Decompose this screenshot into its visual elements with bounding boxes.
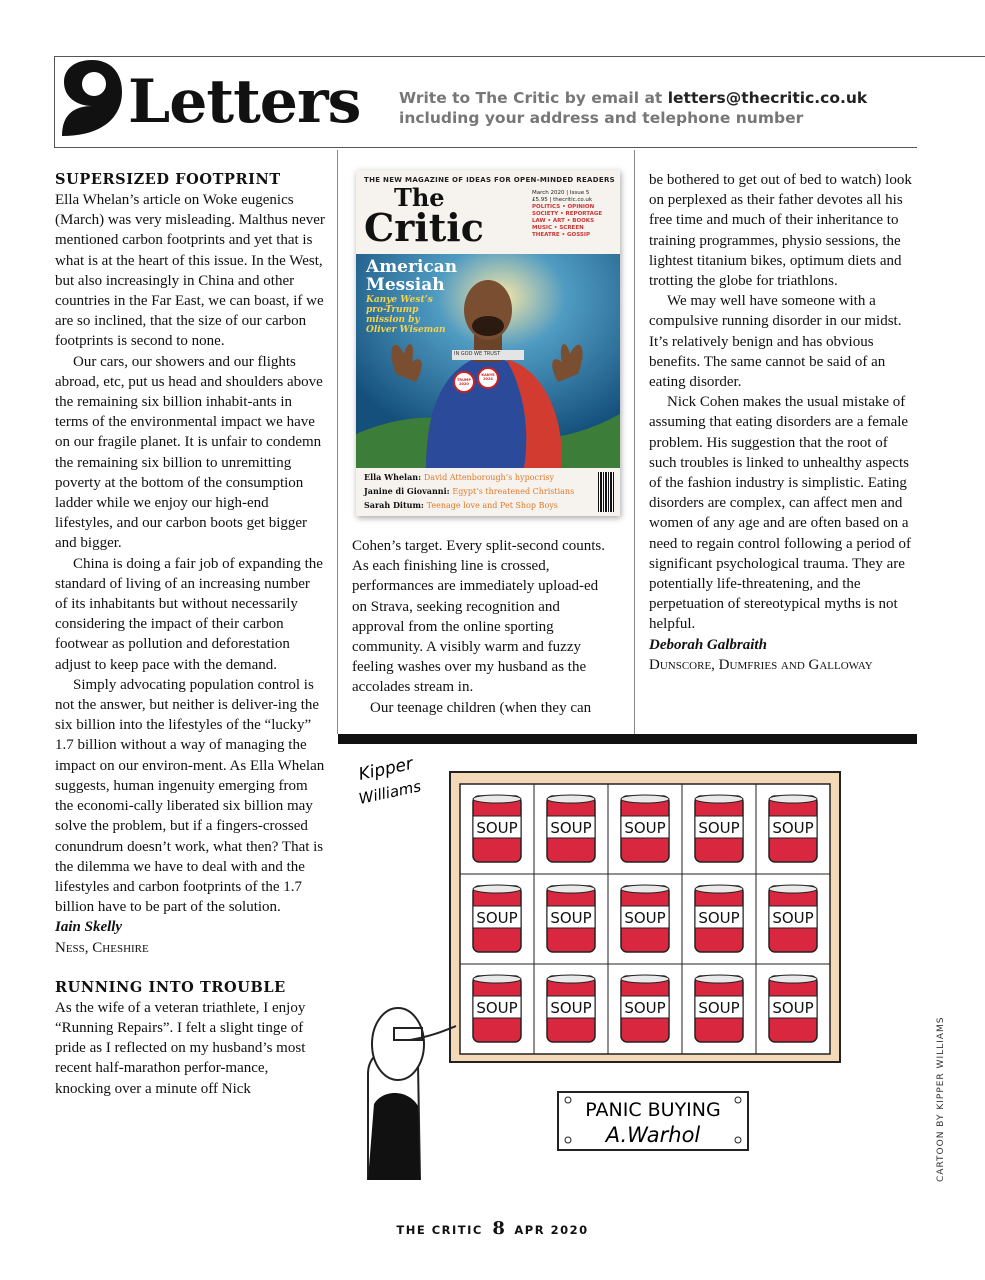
cover-line	[364, 500, 558, 510]
soup-label: SOUP	[772, 819, 814, 837]
cover-headline-line2: Messiah	[366, 275, 445, 295]
soup-label: SOUP	[772, 999, 814, 1017]
cartoon-credit: CARTOON BY KIPPER WILLIAMS	[936, 1016, 946, 1182]
letter1-paragraph: Simply advocating population control is not the answer, but neither is deliver-ing the six billion into the lifestyles of the “lucky” 1.7 billion without a way of managing the impact on our environ-ment. As Ella Whelan suggests, human ingenuity emerging from the economi-cally liberated six billion may solve the problem, but if a fingers-crossed conundrum doesn’t work, what then? That is the dilemma we have to deal with and the lifestyles and carbon footprints of the 1.7 billion have to be part of the solution.	[55, 676, 325, 916]
soup-can-icon	[769, 795, 817, 862]
letter1-location: Ness, Cheshire	[55, 939, 149, 956]
cover-logo-line1: The	[394, 183, 445, 212]
header-top-rule	[54, 56, 985, 57]
soup-can-grid	[460, 784, 830, 1054]
soup-can-icon	[473, 885, 521, 952]
footer-publication: THE CRITIC	[396, 1223, 483, 1237]
soup-label: SOUP	[550, 909, 592, 927]
soup-can-icon	[695, 795, 743, 862]
cover-coverlines	[356, 468, 620, 516]
cover-line-topic: David Attenborough’s hypocrisy	[423, 473, 554, 482]
letter2-paragraph: Nick Cohen makes the usual mistake of assuming that eating disorders are a female problem. His suggestion that the root of such troubles is linked to unhealthy aspects of the fashion industry is simplistic. Eating disorders are complex, can affect men and women of any age and are often based on a need to regain control following a period of significant psychological trauma. They are potentially life-threatening, and the perpetuation of stereotypical myths is not helpful.	[649, 394, 912, 633]
header-bottom-rule	[54, 147, 917, 148]
letter1-paragraph: China is doing a fair job of expanding the standard of living of an increasing number of its inhabitants but without necessarily considering the impact of their carbon footwear as pollution and deforestation adjust to keep pace with the demand.	[55, 555, 323, 673]
critic-logo-icon	[56, 58, 126, 136]
cover-headline-line1: American	[366, 257, 458, 277]
plaque-artist: A.Warhol	[605, 1123, 701, 1147]
cover-line	[364, 486, 574, 496]
soup-label: SOUP	[476, 909, 518, 927]
soup-label: SOUP	[698, 999, 740, 1017]
cover-headline	[366, 258, 457, 294]
intro-text	[399, 88, 867, 128]
letter2-paragraph: be bothered to get out of bed to watch) look on perplexed as their father devotes all his free time and much of their inheritance to training programmes, physio sessions, the lightest titanium bikes, optimum diets and trotting the globe for triathlons.	[649, 172, 912, 290]
cover-sections: SOCIETY • REPORTAGE	[532, 211, 603, 217]
soup-label: SOUP	[624, 819, 666, 837]
cover-sections: LAW • ART • BOOKS	[532, 218, 595, 224]
soup-can-icon	[621, 975, 669, 1042]
soup-label: SOUP	[476, 999, 518, 1017]
letters-email-link[interactable]: letters@thecritic.co.uk	[667, 89, 868, 107]
cover-meta	[532, 190, 616, 239]
cover-price: £5.95 | thecritic.co.uk	[532, 197, 593, 203]
column-1	[55, 170, 325, 1099]
letter1-heading: SUPERSIZED FOOTPRINT	[55, 171, 281, 188]
cover-masthead-area	[356, 170, 620, 254]
cover-line-topic: Teenage love and Pet Shop Boys	[426, 501, 558, 510]
cover-line-author: Ella Whelan:	[364, 472, 422, 482]
soup-can-icon	[547, 795, 595, 862]
soup-can-icon	[547, 975, 595, 1042]
intro-prefix: Write to The Critic by email at	[399, 89, 663, 107]
magazine-cover-image	[356, 170, 620, 516]
page-title: Letters	[128, 67, 361, 137]
soup-can-icon	[547, 885, 595, 952]
letter2-paragraph: Our teenage children (when they can	[370, 699, 592, 716]
artist-signature: Kipper	[356, 753, 415, 785]
soup-can-icon	[473, 975, 521, 1042]
soup-label: SOUP	[550, 819, 592, 837]
soup-label: SOUP	[772, 909, 814, 927]
soup-can-icon	[695, 885, 743, 952]
cover-line-author: Janine di Giovanni:	[364, 486, 450, 496]
barcode-icon	[598, 472, 614, 512]
soup-label: SOUP	[624, 909, 666, 927]
soup-can-icon	[695, 975, 743, 1042]
column-2	[352, 536, 614, 718]
soup-label: SOUP	[624, 999, 666, 1017]
footer-date: APR 2020	[514, 1223, 589, 1237]
cover-shirt-text: IN GOD WE TRUST	[454, 351, 501, 357]
letter1-paragraph: Ella Whelan’s article on Woke eugenics (March) was very misleading. Malthus never mentioned carbon footprints and yet that is what is at the heart of this issue. In the West, but also increasingly in China and other countries in the Far East, we can boast, if we are so inclined, that the size of our carbon footprints is second to none.	[55, 192, 325, 350]
soup-can-icon	[621, 885, 669, 952]
cover-issue: March 2020 | Issue 5	[532, 190, 590, 196]
letter2-heading: RUNNING INTO TROUBLE	[55, 978, 286, 996]
artist-signature: Williams	[357, 777, 423, 808]
plaque-title: PANIC BUYING	[585, 1099, 721, 1121]
soup-can-icon	[769, 975, 817, 1042]
column-3	[649, 170, 917, 675]
soup-label: SOUP	[476, 819, 518, 837]
column-divider-1	[337, 150, 338, 734]
letter2-paragraph: As the wife of a veteran triathlete, I enjoy “Running Repairs”. I felt a slight tinge of pride as I reflected on my husband’s most recent half-marathon perfor-mance, knocking over a minute off Nick	[55, 999, 306, 1097]
cover-sections: MUSIC • SCREEN	[532, 225, 584, 231]
cover-badge-trump: TRUMP 2020	[457, 378, 471, 386]
cover-logo	[364, 183, 484, 250]
header-left-rule	[54, 56, 55, 148]
column-divider-2	[634, 150, 635, 734]
soup-label: SOUP	[698, 819, 740, 837]
soup-can-icon	[621, 795, 669, 862]
soup-can-icon	[769, 885, 817, 952]
letter2-paragraph: We may well have someone with a compulsive running disorder in our midst. It’s relatively benign and has obvious benefits. The same cannot be said of an eating disorder.	[649, 293, 902, 391]
page-footer	[0, 1218, 985, 1239]
cover-line-author: Sarah Ditum:	[364, 500, 424, 510]
cover-line	[364, 472, 554, 482]
cover-subheadline: Kanye West’s pro-Trump mission by Oliver Wiseman	[366, 295, 446, 335]
letter2-location: Dunscore, Dumfries and Galloway	[649, 656, 873, 673]
cover-logo-line2: Critic	[364, 205, 484, 250]
letter1-paragraph: Our cars, our showers and our flights abroad, etc, put us head and shoulders above the remaining six billion inhabit-ants in terms of the environmental impact we have on our fragile planet. It is unfair to condemn the remaining six billion to unremitting poverty at the bottom of the consumption ladder while we enjoy our high-end lifestyles, and our carbon boots get bigger and bigger.	[55, 353, 323, 552]
letter2-signature: Deborah Galbraith	[649, 636, 767, 653]
cover-sections: POLITICS • OPINION	[532, 204, 595, 210]
cartoon-top-bar	[338, 734, 917, 744]
footer-page-number: 8	[492, 1218, 505, 1239]
cover-sections: THEATRE • GOSSIP	[532, 232, 590, 238]
letter2-paragraph: Cohen’s target. Every split-second counts. As each finishing line is crossed, performances are immediately upload-ed on Strava, seeking recognition and approval from the online sporting community. A visibly warm and fuzzy feeling washes over my husband as the accolades stream in.	[352, 538, 606, 696]
letter1-signature: Iain Skelly	[55, 919, 123, 936]
cartoon-panic-buying	[338, 744, 917, 1180]
soup-label: SOUP	[698, 909, 740, 927]
cover-badge-kanye: KANYE 2024	[481, 373, 495, 381]
soup-label: SOUP	[550, 999, 592, 1017]
cover-strapline: THE NEW MAGAZINE OF IDEAS FOR OPEN-MINDED READERS	[364, 176, 615, 184]
cover-line-topic: Egypt’s threatened Christians	[452, 487, 575, 496]
intro-suffix: including your address and telephone number	[399, 109, 804, 127]
soup-can-icon	[473, 795, 521, 862]
